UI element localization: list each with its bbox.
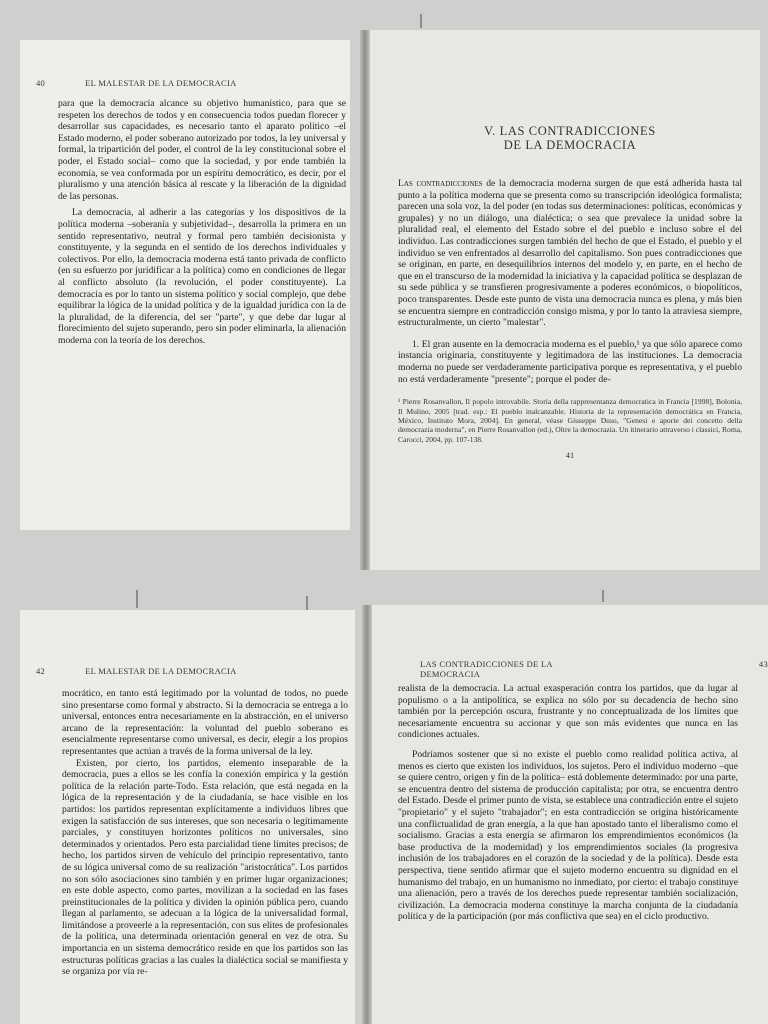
footnote: ¹ Pierre Rosanvallon, Il popolo introvabile. Storia della rappresentanza democratica in Francia [1998], Bolonia, Il Mulino, 2005 [trad. esp.: El pueblo inalcanzable. Historia de la representación democrática en Francia, México, Instituto Mora, 2004]. En general, véase Giuseppe Duso, "Genesi e aporie dei concetto della democrazia moderna", en Pierre Rosanvallon (ed.), Oltre la democrazia. Un itinerario attraverso i classici, Roma, Carocci, 2004, pp. 107-138. — [398, 397, 742, 444]
header-title: EL MALESTAR DE LA DEMOCRACIA — [85, 666, 237, 676]
book-spine-shadow — [360, 30, 370, 570]
scan-artifact — [602, 590, 604, 602]
paragraph: La democracia, al adherir a las categorías y los dispositivos de la política moderna –soberanía y subjetividad–, desarrolla la primera en un sentido representativo, neutral y formal pero también decisionista y constituyente, y la segunda en el sentido de los derechos individuales y colectivos. Por ello, la democracia moderna está tanto privada de conflicto (en su esfuerzo por juridificar a la política) como en condiciones de llegar al conflicto absoluto (la revolución, el poder constituyente). La democracia es por lo tanto un sistema político y social complejo, que debe equilibrar la lógica de la unidad política y de la igualdad jurídica con la de la pluralidad, de la diferencia, del ser "parte", y que debe dar lugar al florecimiento del sujeto superando, pero sin poder eliminarla, la alienación moderna con la teoría de los derechos. — [58, 207, 346, 346]
page-40 — [20, 40, 350, 530]
header-title: EL MALESTAR DE LA DEMOCRACIA — [85, 78, 237, 88]
page-41 — [360, 30, 760, 570]
intro-text: de la democracia moderna surgen de que está adherida hasta tal punto a la política moderna que se presenta como su transcripción ideológica formalista; parecen una sola voz, la del poder (en todas sus determinaciones: políticas, económicas y grupales) y no un diálogo, una dialéctica; o sea que prevalece la unidad sobre la pluralidad real, el elemento del Estado sobre el del pueblo e incluso sobre el del individuo. Las contradicciones surgen también del hecho de que el Estado, el pueblo y el individuo se ven enfrentados al desarrollo del capitalismo. Son pues contradicciones que se originan, en parte, en desequilibrios internos del modelo y, en parte, en el hecho de que en el transcurso de la modernidad la iniciativa y la capacidad política se desplazan de su sede pública y se transfieren progresivamente a poderes económicos, o biopolíticos, poco transparentes. Desde este punto de vista una democracia nunca es plena, y más bien se encuentra siempre en contradicción consigo misma, y por lo tanto la atraviesa siempre, estructuralmente, un cierto "malestar". — [398, 178, 742, 329]
page-number: 40 — [36, 78, 46, 88]
page-42 — [20, 610, 355, 1024]
page-43 — [362, 605, 768, 1024]
running-header — [420, 659, 768, 679]
paragraph: mocrático, en tanto está legitimado por la voluntad de todos, no puede sino presentarse como formal y abstracto. Si la democracia se entrega a lo universal, entonces entra necesariamente en la abstracción, en el universo arcano de la representación: la voluntad del pueblo soberano es esencialmente representarse como universal, es decir, elegir a los propios representantes que actúan a través de la forma universal de la ley. — [62, 688, 348, 757]
scan-artifact — [136, 590, 138, 608]
chapter-intro — [398, 178, 742, 329]
chapter-title — [400, 124, 740, 152]
paragraph: para que la democracia alcance su objetivo humanístico, para que se respeten los derechos de todos y en consecuencia todos puedan florecer y desarrollar sus capacidades, es necesario tanto el aparato político –el Estado moderno, el poder soberano autorizado por todos, la ley universal y formal, la tripartición del poder, el control de la ley constitucional sobre el poder, el Estado social– como que la sociedad, y por ende también la economía, se vea conformada por un espíritu democrático, es decir, por el pluralismo y una atención básica al rescate y la liberación de la dignidad de las personas. — [58, 98, 346, 202]
chapter-title-line-1: V. LAS CONTRADICCIONES — [484, 124, 656, 138]
running-header — [36, 78, 237, 88]
chapter-title-line-2: DE LA DEMOCRACIA — [503, 138, 637, 152]
scan-artifact — [420, 14, 422, 28]
page-number: 43 — [758, 659, 768, 669]
intro-lead: Las contradicciones — [398, 178, 483, 189]
scan-artifact — [306, 596, 308, 610]
paragraph: Podríamos sostener que si no existe el pueblo como realidad política activa, al menos es cierto que existen los individuos, los sujetos. Pero el individuo moderno –que se quiere centro, origen y fin de la política– está doblemente determinado: por una parte, se encuentra dentro del sistema de producción capitalista; por otra, se encuentra dentro del Estado. Desde el primer punto de vista, se establece una contradicción entre el sujeto "propietario" y el sujeto "trabajador"; en esta contradicción se origina históricamente una conflictualidad de gran energía, a la que han apostado tanto el liberalismo como el socialismo. Gracias a esta energía se afirmaron los emprendimientos económicos (la base productiva de la modernidad) y los emprendimientos sociales (la progresiva inclusión de los trabajadores en el corazón de la sociedad y de la política). Desde esta perspectiva, tiene sentido afirmar que el sujeto moderno encuentra su dignidad en el humanismo del trabajo, en un humanismo no inmediato, por cierto: el trabajo constituye una alienación, pero a través de los derechos puede representar también socialización, civilización. La democracia moderna constituye la marcha conjunta de la ciudadanía política y de la participación (por más conflictiva que sea) en el ciclo productivo. — [398, 748, 738, 923]
paragraph: Existen, por cierto, los partidos, elemento inseparable de la democracia, pues a ellos se les confía la conexión empírica y la gestión política de la relación parte-Todo. Esta relación, que está negada en la lógica de la representación y de la ciudadanía, se hace visible en los partidos: los partidos representan explícitamente a individuos libres que exigen la satisfacción de sus intereses, que son necesaria o legítimamente parciales, y constituyen horizontes políticos no universales, sino determinados y orientados. Pero esta parcialidad tiene límites precisos; de hecho, los partidos sirven de vehículo del principio representativo, tanto de su lógica universal como de su realización "aristocrática". Los partidos no son sólo asociaciones sino también y en primer lugar organizaciones; en este doble aspecto, como partes, movilizan a la sociedad en las fases preinstitucionales de la política y dividen la opinión pública pero, cuando llegan al parlamento, se adecuan a la lógica de la universalidad formal, limitándose a proveerle a la representación, con sus elites de profesionales de la política, una determinada orientación general en vez de otra. Su importancia en un sistema democrático reside en que los partidos son las estructuras políticas gracias a las cuales la dialéctica social se manifiesta y se organiza por vía re- — [62, 757, 348, 978]
header-title: LAS CONTRADICCIONES DE LA DEMOCRACIA — [420, 659, 553, 679]
page-number: 42 — [36, 666, 46, 676]
running-header — [36, 666, 237, 676]
section-1-paragraph: 1. El gran ausente en la democracia moderna es el pueblo,¹ ya que sólo aparece como instancia originaria, constituyente y legitimadora de las instituciones. La democracia moderna no puede ser verdaderamente participativa porque es representativa, y el pueblo no está verdaderamente "presente"; porque el poder de- — [398, 338, 742, 385]
book-spine-shadow — [362, 605, 372, 1024]
page-number: 41 — [565, 450, 575, 461]
paragraph: realista de la democracia. La actual exasperación contra los partidos, que da lugar al populismo o a la antipolítica, se explica no sólo por su decadencia de hecho sino también por la percepción oscura, frustrante y no conceptualizada de los límites que necesariamente encuentra su accionar y que son más evidentes que nunca en las condiciones actuales. — [398, 683, 738, 741]
